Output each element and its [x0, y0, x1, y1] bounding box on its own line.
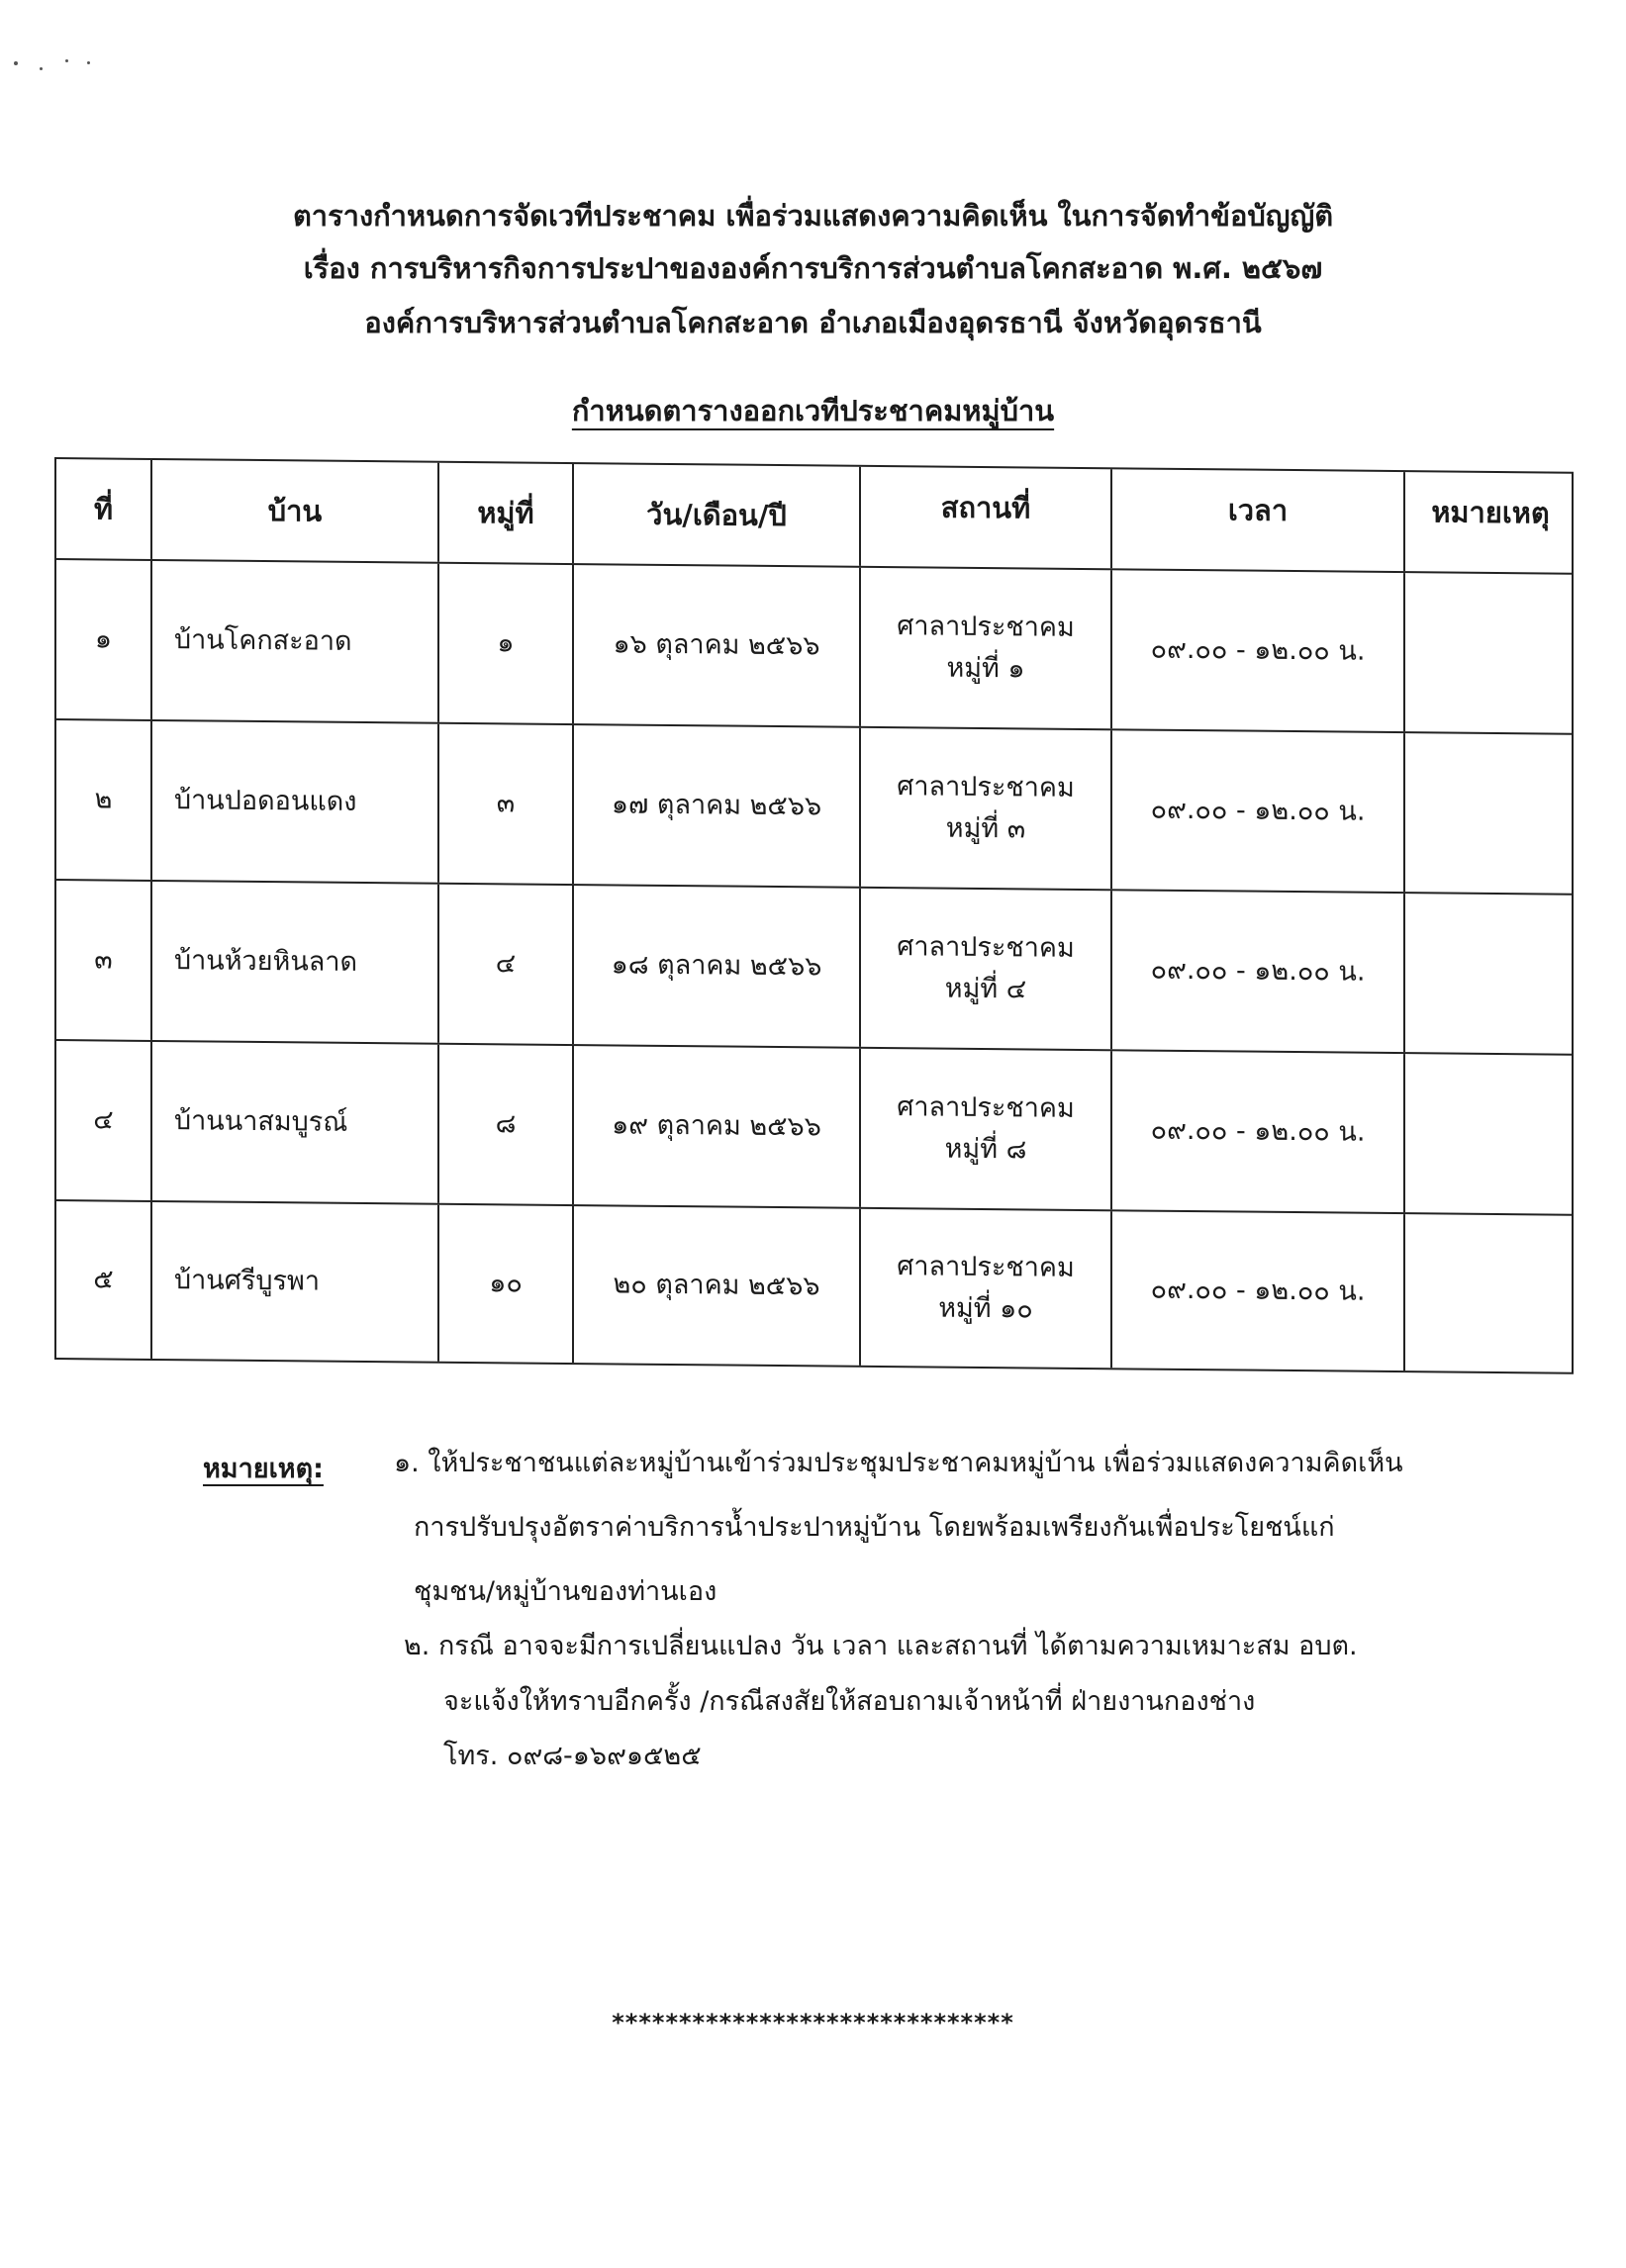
col-header-village: บ้าน [152, 460, 439, 562]
cell-place-line1: ศาลาประชาคม [897, 931, 1075, 965]
cell-time: ๐๙.๐๐ - ๑๒.๐๐ น. [1112, 1051, 1405, 1212]
cell-date: ๑๙ ตุลาคม ๒๕๖๖ [574, 1046, 861, 1207]
note-1-line-2: การปรับปรุงอัตราค่าบริการน้ำประปาหมู่บ้าน โดยพร้อมเพรียงกันเพื่อประโยชน์แก่ [414, 1512, 1335, 1543]
cell-time: ๐๙.๐๐ - ๑๒.๐๐ น. [1112, 570, 1405, 731]
cell-moo: ๑๐ [439, 1205, 574, 1363]
cell-moo: ๔ [439, 885, 574, 1044]
table-row [56, 720, 1572, 896]
table-header-row [56, 459, 1572, 575]
col-header-no: ที่ [56, 459, 152, 559]
cell-time: ๐๙.๐๐ - ๑๒.๐๐ น. [1112, 730, 1405, 892]
cell-place-line2: หมู่ที่ ๔ [944, 973, 1027, 1005]
cell-place-line1: ศาลาประชาคม [897, 611, 1075, 644]
table-row [56, 1201, 1572, 1372]
table-subtitle [0, 388, 1626, 433]
cell-date: ๑๖ ตุลาคม ๒๕๖๖ [574, 565, 861, 726]
note-2-line-2: จะแจ้งให้ทราบอีกครั้ง /กรณีสงสัยให้สอบถามเจ้าหน้าที่ ฝ่ายงานกองช่าง [443, 1686, 1256, 1717]
cell-place-line2: หมู่ที่ ๑๐ [938, 1292, 1033, 1325]
cell-remark [1405, 894, 1576, 1054]
cell-village: บ้านศรีบูรพา [152, 1202, 439, 1362]
subtitle-text: กำหนดตารางออกเวทีประชาคมหมู่บ้าน [571, 394, 1055, 427]
cell-remark [1405, 1054, 1576, 1214]
note-2-line-1: ๒. กรณี อาจจะมีการเปลี่ยนแปลง วัน เวลา และสถานที่ ได้ตามความเหมาะสม อบต. [404, 1631, 1358, 1661]
cell-place-line2: หมู่ที่ ๓ [945, 812, 1026, 845]
cell-place [861, 568, 1112, 728]
table-row [56, 881, 1572, 1056]
cell-place-line1: ศาลาประชาคม [897, 1251, 1075, 1284]
cell-moo: ๘ [439, 1045, 574, 1204]
cell-place [861, 889, 1112, 1049]
cell-remark [1405, 573, 1576, 733]
cell-place-line1: ศาลาประชาคม [897, 771, 1075, 804]
cell-moo: ๑ [439, 564, 574, 723]
notes-label: หมายเหตุ: [203, 1454, 324, 1484]
cell-no: ๒ [56, 720, 152, 880]
note-2-line-3: โทร. ๐๙๘-๑๖๙๑๕๒๕ [443, 1741, 702, 1771]
cell-remark [1405, 1214, 1576, 1372]
col-header-time: เวลา [1112, 469, 1405, 571]
cell-village: บ้านนาสมบูรณ์ [152, 1042, 439, 1203]
cell-time: ๐๙.๐๐ - ๑๒.๐๐ น. [1112, 891, 1405, 1052]
cell-village: บ้านปอดอนแดง [152, 721, 439, 883]
note-1-line-3: ชุมชน/หมู่บ้านของท่านเอง [414, 1576, 717, 1607]
cell-no: ๔ [56, 1041, 152, 1200]
header-line-3: องค์การบริหารส่วนตำบลโคกสะอาด อำเภอเมืองอุดรธานี จังหวัดอุดรธานี [364, 306, 1262, 339]
cell-place-line1: ศาลาประชาคม [897, 1091, 1075, 1125]
cell-place-line2: หมู่ที่ ๘ [944, 1133, 1027, 1166]
note-1-line-1: ๑. ให้ประชาชนแต่ละหมู่บ้านเข้าร่วมประชุมประชาคมหมู่บ้าน เพื่อร่วมแสดงความคิดเห็น [394, 1448, 1403, 1478]
cell-place [861, 1049, 1112, 1209]
cell-moo: ๓ [439, 724, 574, 884]
header-line-1: ตารางกำหนดการจัดเวทีประชาคม เพื่อร่วมแสดงความคิดเห็น ในการจัดทำข้อบัญญัติ [292, 199, 1334, 233]
col-header-remark: หมายเหตุ [1431, 495, 1550, 530]
scan-speck [87, 61, 90, 64]
col-header-moo: หมู่ที่ [439, 463, 574, 563]
scan-speck [14, 61, 18, 65]
cell-village: บ้านห้วยหินลาด [152, 882, 439, 1043]
cell-remark [1405, 733, 1576, 894]
cell-date: ๑๘ ตุลาคม ๒๕๖๖ [574, 886, 861, 1047]
cell-date: ๑๗ ตุลาคม ๒๕๖๖ [574, 725, 861, 887]
scan-speck [40, 67, 43, 70]
cell-village: บ้านโคกสะอาด [152, 561, 439, 722]
header-line-2: เรื่อง การบริหารกิจการประปาขององค์การบริการส่วนตำบลโคกสะอาด พ.ศ. ๒๕๖๗ [303, 251, 1323, 285]
table-row [56, 560, 1572, 735]
cell-time: ๐๙.๐๐ - ๑๒.๐๐ น. [1112, 1211, 1405, 1370]
cell-no: ๕ [56, 1201, 152, 1359]
cell-date: ๒๐ ตุลาคม ๒๕๖๖ [574, 1206, 861, 1366]
col-header-date: วัน/เดือน/ปี [574, 464, 861, 566]
table-row [56, 1041, 1572, 1216]
cell-place-line2: หมู่ที่ ๑ [946, 652, 1025, 685]
cell-place [861, 728, 1112, 889]
col-header-place: สถานที่ [861, 467, 1112, 568]
scan-speck [65, 59, 68, 62]
cell-no: ๑ [56, 560, 152, 719]
cell-no: ๓ [56, 881, 152, 1040]
schedule-table [54, 457, 1574, 1374]
footer-stars: ****************************** [612, 2009, 1014, 2036]
cell-place [861, 1209, 1112, 1368]
